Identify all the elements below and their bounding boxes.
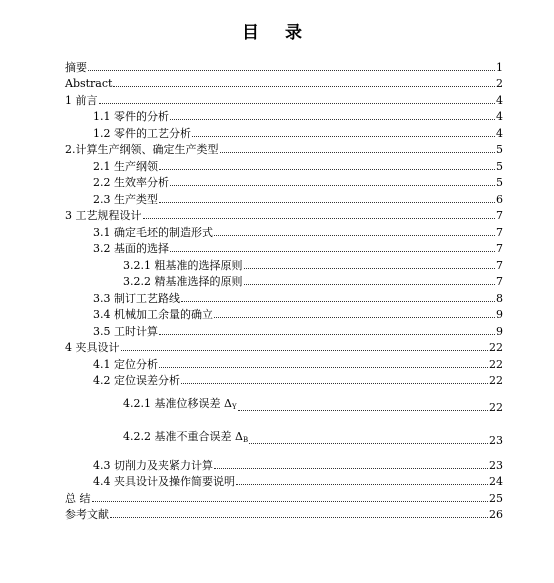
toc-entry-label: 3.2.1 粗基准的选择原则 <box>123 259 243 272</box>
toc-entry-page: 5 <box>496 176 503 189</box>
dot-leader <box>113 86 495 87</box>
toc-entry-page: 7 <box>496 259 503 272</box>
toc-entry[interactable] <box>65 58 503 74</box>
toc-entry-label: 4.3 切削力及夹紧力计算 <box>93 459 213 472</box>
toc-entry[interactable] <box>93 322 503 338</box>
dot-leader <box>110 517 488 518</box>
toc-entry-subscript: Y <box>231 403 237 411</box>
toc-entry[interactable] <box>93 107 503 123</box>
dot-leader <box>214 468 488 469</box>
toc-entry-page: 1 <box>496 61 503 74</box>
toc-entry-label: 4.4 夹具设计及操作简要说明 <box>93 475 235 488</box>
dot-leader <box>249 443 488 444</box>
dot-leader <box>238 410 488 411</box>
toc-entry-page: 4 <box>496 94 503 107</box>
toc-entry-page: 26 <box>489 508 503 521</box>
dot-leader <box>159 367 488 368</box>
toc-entry-page: 7 <box>496 226 503 239</box>
toc-entry-label: 3.4 机械加工余量的确立 <box>93 308 213 321</box>
toc-entry-label: 3.2 基面的选择 <box>93 242 169 255</box>
toc-entry[interactable] <box>93 190 503 206</box>
toc-entry-label: 2.2 生效率分析 <box>93 176 169 189</box>
toc-entry[interactable] <box>93 456 503 472</box>
toc-entry-label: 摘要 <box>65 61 87 74</box>
toc-entry-page: 4 <box>496 127 503 140</box>
dot-leader <box>159 334 495 335</box>
toc-entry-page: 5 <box>496 160 503 173</box>
dot-leader <box>159 169 495 170</box>
toc-entry[interactable] <box>65 91 503 107</box>
toc-entry[interactable] <box>123 272 503 288</box>
toc-entry-page: 7 <box>496 275 503 288</box>
toc-entry-page: 2 <box>496 77 503 90</box>
toc-entry-label: 3.5 工时计算 <box>93 325 158 338</box>
toc-entry[interactable] <box>93 223 503 239</box>
toc-entry-label: 1.1 零件的分析 <box>93 110 169 123</box>
toc-entry[interactable] <box>93 472 503 488</box>
dot-leader <box>170 185 495 186</box>
toc-entry[interactable] <box>65 140 503 156</box>
toc-entry-label: 4 夹具设计 <box>65 341 120 354</box>
dot-leader <box>244 268 496 269</box>
dot-leader <box>143 218 496 219</box>
toc-entry-label: 4.2.1 基准位移误差 $\Delta_Y$ <box>123 397 237 411</box>
toc-entry[interactable] <box>93 355 503 371</box>
toc-entry-page: 7 <box>496 242 503 255</box>
toc-entry-label: 3 工艺规程设计 <box>65 209 142 222</box>
dot-leader <box>170 251 495 252</box>
toc-entry[interactable] <box>93 124 503 140</box>
toc-entry-page: 25 <box>489 492 503 505</box>
toc-entry-page: 24 <box>489 475 503 488</box>
toc-entry[interactable] <box>93 157 503 173</box>
toc-entry-label: 4.1 定位分析 <box>93 358 158 371</box>
toc-entry-label: 1.2 零件的工艺分析 <box>93 127 191 140</box>
toc-entry-page: 22 <box>489 374 503 387</box>
toc-entry[interactable] <box>65 489 503 505</box>
toc-entry-page: 5 <box>496 143 503 156</box>
toc-entry-subscript: B <box>242 436 249 444</box>
toc-entry[interactable] <box>93 305 503 321</box>
toc-entry[interactable] <box>65 74 503 90</box>
toc-entry-page: 8 <box>496 292 503 305</box>
toc-entry-page: 23 <box>489 434 503 447</box>
toc-entry-label: 2.3 生产类型 <box>93 193 158 206</box>
toc-entry-page: 22 <box>489 401 503 414</box>
toc-entry-label: Abstract <box>65 77 113 90</box>
toc-entry[interactable] <box>93 289 503 305</box>
toc-entry[interactable] <box>65 338 503 354</box>
toc-entry[interactable] <box>93 173 503 189</box>
dot-leader <box>181 301 495 302</box>
toc-entry-label: 3.3 制订工艺路线 <box>93 292 180 305</box>
dot-leader <box>121 350 489 351</box>
toc-entry[interactable] <box>123 431 503 447</box>
dot-leader <box>181 383 488 384</box>
toc-entry-page: 22 <box>489 341 503 354</box>
toc-entry-page: 6 <box>496 193 503 206</box>
toc-entry-page: 9 <box>496 325 503 338</box>
dot-leader <box>92 501 489 502</box>
toc-entry[interactable] <box>123 398 503 414</box>
dot-leader <box>244 284 496 285</box>
toc-entry-page: 4 <box>496 110 503 123</box>
toc-entry-label: 4.2 定位误差分析 <box>93 374 180 387</box>
toc-entry-label: 3.2.2 精基准选择的原则 <box>123 275 243 288</box>
dot-leader <box>170 119 495 120</box>
toc-entry[interactable] <box>123 256 503 272</box>
toc-entry[interactable] <box>93 239 503 255</box>
toc-entry-label: 4.2.2 基准不重合误差 $\Delta_B$ <box>123 430 249 444</box>
dot-leader <box>214 235 495 236</box>
toc-entry-label: 总 结 <box>65 492 91 505</box>
toc-entry-page: 23 <box>489 459 503 472</box>
toc-title: 目 录 <box>242 23 312 43</box>
toc-entry-page: 9 <box>496 308 503 321</box>
toc-entry-page: 7 <box>496 209 503 222</box>
toc-entry[interactable] <box>93 371 503 387</box>
toc-entry-label: 2.1 生产纲领 <box>93 160 158 173</box>
toc-entry-label: 参考文献 <box>65 508 109 521</box>
dot-leader <box>99 103 496 104</box>
dot-leader <box>192 136 495 137</box>
dot-leader <box>214 317 495 318</box>
dot-leader <box>88 70 495 71</box>
toc-entry[interactable] <box>65 505 503 521</box>
toc-entry-page: 22 <box>489 358 503 371</box>
toc-entry-label: 2.计算生产纲领、确定生产类型 <box>65 143 219 156</box>
toc-entry-label: 1 前言 <box>65 94 98 107</box>
dot-leader <box>159 202 495 203</box>
dot-leader <box>236 484 488 485</box>
toc-entry[interactable] <box>65 206 503 222</box>
toc-entry-label: 3.1 确定毛坯的制造形式 <box>93 226 213 239</box>
dot-leader <box>220 152 496 153</box>
